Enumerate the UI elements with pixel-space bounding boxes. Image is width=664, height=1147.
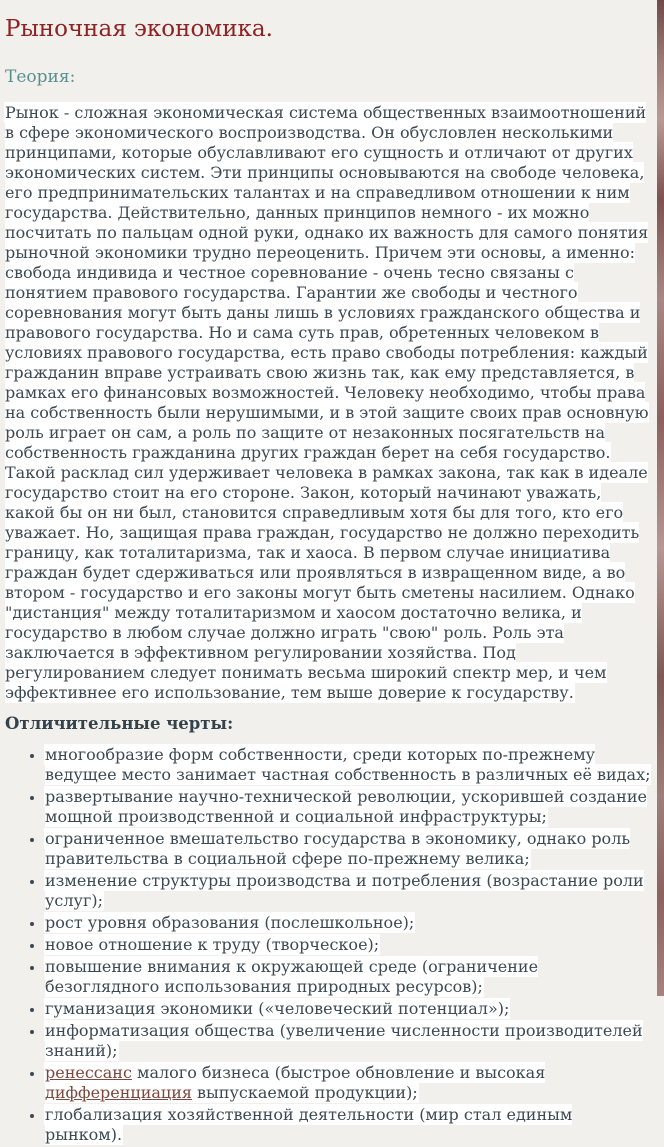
list-item: • гуманизация экономики («человеческий потенциал»); bbox=[45, 999, 654, 1019]
list-item: • многообразие форм собственности, среди которых по-прежнему ведущее место занимает частная собственность в различных её видах; bbox=[45, 745, 654, 785]
features-heading: Отличительные черты: bbox=[5, 713, 234, 733]
list-item-text bbox=[45, 1063, 545, 1102]
list-item: • новое отношение к труду (творческое); bbox=[45, 935, 654, 955]
list-item: • информатизация общества (увеличение численности производителей знаний); bbox=[45, 1021, 654, 1061]
background-texture-strip bbox=[657, 0, 664, 996]
list-item-text-tail: выпускаемой продукции); bbox=[191, 1082, 418, 1102]
list-item: • ограниченное вмешательство государства в экономику, однако роль правительства в социальной сфере по-прежнему велика; bbox=[45, 829, 654, 869]
list-item: • повышение внимания к окружающей среде (ограничение безоглядного использования природных ресурсов); bbox=[45, 957, 654, 997]
section-label-theory: Теория: bbox=[5, 66, 76, 87]
list-item-text-middle: малого бизнеса (быстрое обновление и высокая bbox=[131, 1062, 546, 1082]
theory-paragraph-text: Рынок - сложная экономическая система общественных взаимоотношений в сфере экономического воспроизводства. Он обусловлен несколькими принципами, которые обуславливают его сущность и отличают от других экономических систем. Эти принципы основываются на свободе человека, его предпринимательских талантах и на справедливом отношении к ним государства. Действительно, данных принципов немного - их можно посчитать по пальцам одной руки, однако их важность для самого понятия рыночной экономики трудно переоценить. Причем эти основы, а именно: свобода индивида и честное соревнование - очень тесно связаны с понятием правового государства. Гарантии же свободы и честного соревнования могут быть даны лишь в условиях гражданского общества и правового государства. Но и сама суть прав, обретенных человеком в условиях правового государства, есть право свободы потребления: каждый гражданин вправе устраивать свою жизнь так, как ему представляется, в рамках его финансовых возможностей. Человеку необходимо, чтобы права на собственность были нерушимыми, и в этой защите своих прав основную роль играет он сам, а роль по защите от незаконных посягательств на собственность гражданина других граждан берет на себя государство. Такой расклад сил удерживает человека в рамках закона, так как в идеале государство стоит на его стороне. Закон, который начинают уважать, какой бы он ни был, становится справедливым хотя бы для того, кто его уважает. Но, защищая права граждан, государство не должно переходить границу, как тоталитаризма, так и хаоса. В первом случае инициатива граждан будет сдерживаться или проявляться в извращенном виде, а во втором - государство и его законы могут быть сметены насилием. Однако "дистанция" между тоталитаризмом и хаосом достаточно велика, и государство в любом случае должно играть "свою" роль. Роль эта заключается в эффективном регулировании хозяйства. Под регулированием следует понимать весьма широкий спектр мер, и чем эффективнее его использование, тем выше доверие к государству. bbox=[5, 102, 649, 702]
link-renaissance[interactable]: ренессанс bbox=[45, 1062, 132, 1082]
list-item: • изменение структуры производства и потребления (возрастание роли услуг); bbox=[45, 871, 654, 911]
features-list bbox=[5, 745, 654, 1145]
list-item bbox=[45, 1063, 654, 1103]
list-item: • развертывание научно-технической революции, ускорившей создание мощной производственной и социальной инфраструктуры; bbox=[45, 787, 654, 827]
theory-paragraph bbox=[5, 103, 654, 703]
page-title: Рыночная экономика. bbox=[5, 16, 273, 42]
link-differentiation[interactable]: дифференциация bbox=[45, 1082, 192, 1102]
list-item: • рост уровня образования (послешкольное); bbox=[45, 913, 654, 933]
list-item: • глобализация хозяйственной деятельности (мир стал единым рынком). bbox=[45, 1105, 654, 1145]
